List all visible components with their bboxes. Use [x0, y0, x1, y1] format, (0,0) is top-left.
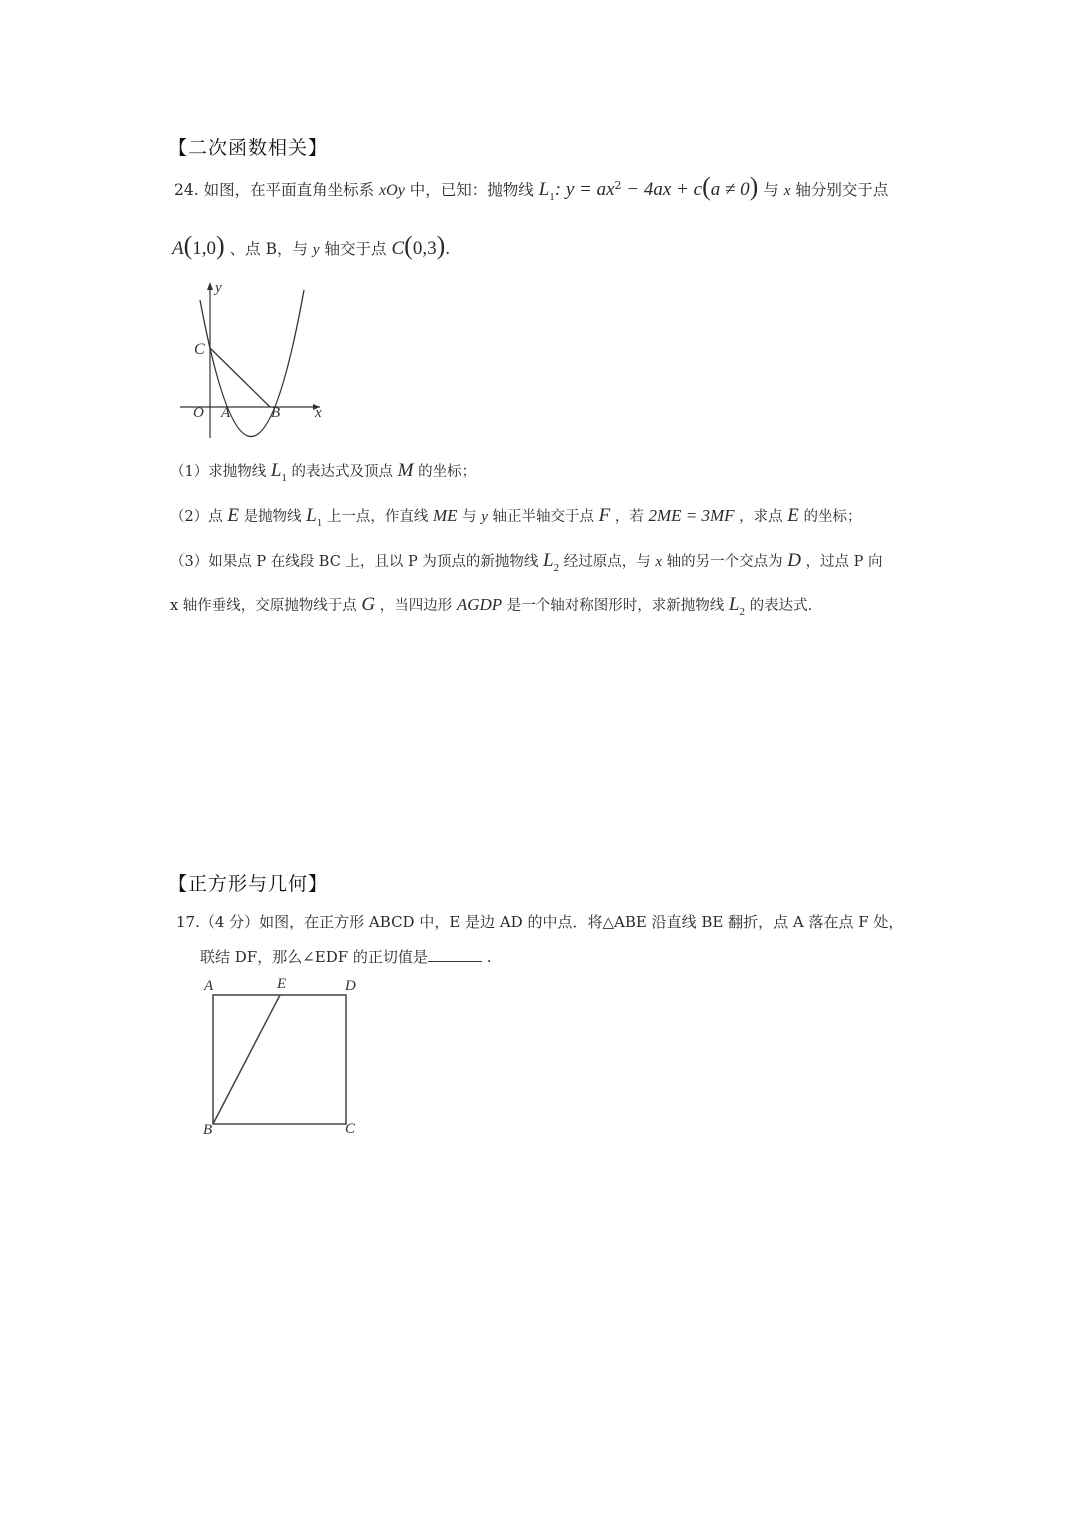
- label-b: B: [203, 1122, 213, 1138]
- label-a: A: [204, 978, 214, 994]
- label-c: C: [194, 341, 205, 358]
- question-17-line1: 17.（4 分）如图，在正方形 ABCD 中，E 是边 AD 的中点．将△ABE 沿直线 BE 翻折，点 A 落在点 F 处，: [176, 913, 904, 931]
- question-24-part1: （1）求抛物线 $L_1$ 的表达式及顶点 M 的坐标；: [170, 460, 477, 484]
- question-24-part2: （2）点 E 是抛物线 $L_1$ 上一点，作直线 ME 与 y 轴正半轴交于点 F ，若 2ME = 3MF ，求点 E 的坐标；: [170, 505, 862, 529]
- label-o: O: [193, 405, 204, 421]
- question-17-line2: 联结 DF，那么∠EDF 的正切值是 .: [200, 948, 492, 966]
- parabola-figure: [176, 278, 336, 448]
- question-24-line2: A(1,0) 、点 B，与 y 轴交于点 C(0,3).: [172, 231, 451, 260]
- question-number: 24.: [174, 181, 199, 200]
- y-axis-arrow: [207, 282, 213, 290]
- parabola-curve: [200, 290, 304, 437]
- label-b: B: [271, 405, 281, 421]
- label-e: E: [277, 976, 287, 992]
- segment-bc: [210, 348, 270, 407]
- segment-be: [213, 995, 280, 1124]
- label-a: A: [221, 405, 231, 421]
- label-c: C: [345, 1121, 356, 1137]
- section-header-square-geometry: 【正方形与几何】: [168, 873, 329, 895]
- question-24-part3-line2: x 轴作垂线，交原抛物线于点 G ，当四边形 AGDP 是一个轴对称图形时，求新抛物线 $L_2$ 的表达式.: [170, 594, 813, 618]
- label-y: y: [215, 280, 222, 296]
- question-24-part3-line1: （3）如果点 P 在线段 BC 上，且以 P 为顶点的新抛物线 $L_2$ 经过原点，与 x 轴的另一个交点为 D ，过点 P 向: [170, 550, 883, 574]
- square-figure: [205, 988, 355, 1138]
- question-24-line1: 24. 如图，在平面直角坐标系 xOy 中，已知：抛物线 $L_1$: $y = ax^2 - 4ax + c(a \ne 0)$ 与 x 轴分别交于点: [174, 172, 889, 203]
- label-d: D: [345, 978, 356, 994]
- section-header-quadratic: 【二次函数相关】: [168, 137, 329, 159]
- answer-blank[interactable]: [428, 947, 482, 962]
- label-x: x: [315, 405, 322, 421]
- square-abcd: [213, 995, 346, 1124]
